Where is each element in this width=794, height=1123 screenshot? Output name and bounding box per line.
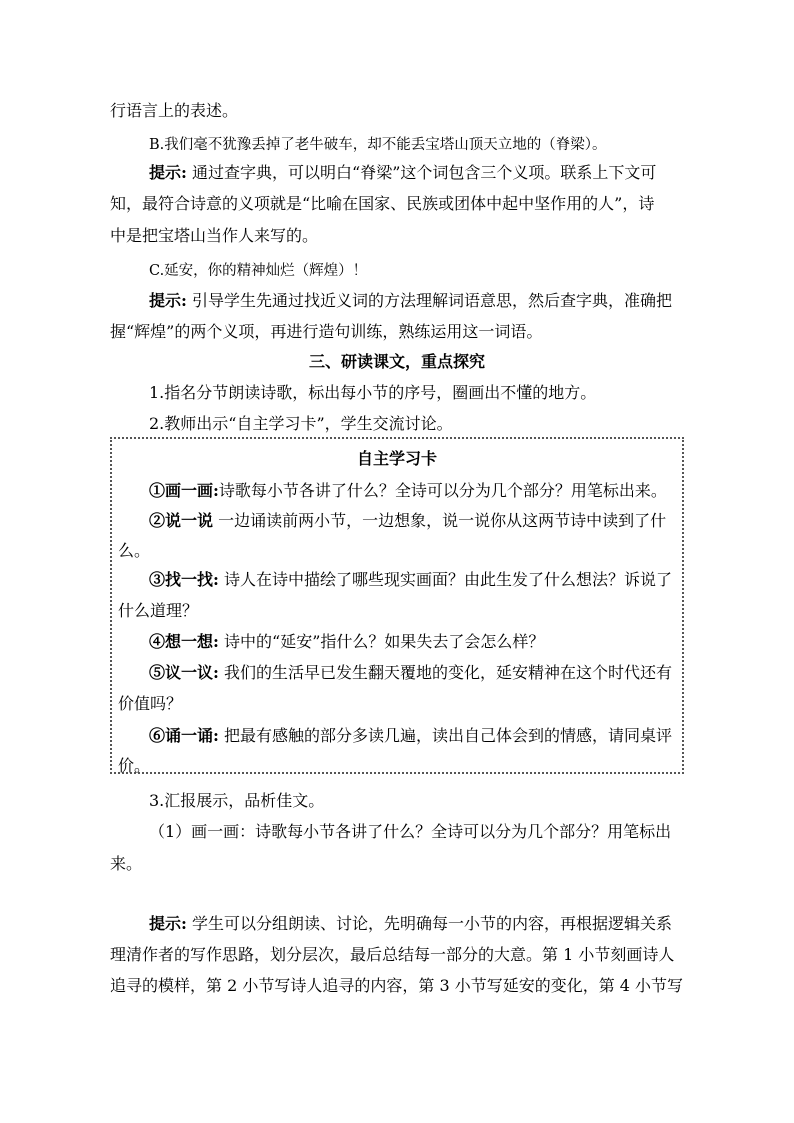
step-3: 3.汇报展示，品析佳文。 [149,791,325,810]
card-item-5 [149,663,672,683]
card-item-label: ⑥诵一诵: [149,726,219,745]
hint-label: 提示: [149,163,187,182]
card-item-1 [149,481,667,501]
hint-text-line: 中是把宝塔山当作人来写的。 [110,226,319,245]
card-item-text: 诗中的“延安”指什么？如果失去了会怎么样？ [224,632,545,651]
card-item-text: 一边诵读前两小节，一边想象，说一说你从这两节诗中读到了什 [218,511,667,530]
card-item-text: 我们的生活早已发生翻天覆地的变化，延安精神在这个时代还有 [224,663,673,682]
hint-paragraph-2 [149,291,672,311]
card-item-text: 把最有感触的部分多读几遍，读出自己体会到的情感，请同桌评 [224,726,673,745]
card-item-text-line: 么。 [118,541,151,560]
hint-paragraph-1 [149,163,656,183]
card-item-text-line: 价。 [118,756,151,775]
step-1: 1.指名分节朗读诗歌，标出每小节的序号，圈画出不懂的地方。 [149,383,597,402]
card-item-label: ②说一说 [149,511,214,530]
card-item-text-line: 什么道理？ [118,601,199,620]
hint-text-line: 理清作者的写作思路，划分层次，最后总结每一部分的大意。第 1 小节刻画诗人 [110,945,675,964]
card-title: 自主学习卡 [356,449,437,468]
card-item-text-line: 价值吗？ [118,694,183,713]
card-item-label: ①画一画: [149,481,219,500]
step-2: 2.教师出示“自主学习卡”，学生交流讨论。 [149,414,453,433]
sub-step-1: （1）画一画：诗歌每小节各讲了什么？全诗可以分为几个部分？用笔标出 [149,822,672,841]
card-item-label: ⑤议一议: [149,663,219,682]
section-heading: 三、研读课文，重点探究 [308,352,485,371]
paragraph-line: 行语言上的表述。 [110,101,239,120]
card-item-2 [149,511,666,531]
card-item-label: ③找一找: [149,570,219,589]
hint-text: 引导学生先通过找近义词的方法理解词语意思，然后查字典，准确把 [192,291,673,310]
hint-text-line: 追寻的模样，第 2 小节写诗人追寻的内容，第 3 小节写延安的变化，第 4 小节写 [110,976,684,995]
card-item-6 [149,726,672,746]
hint-text: 学生可以分组朗读、讨论，先明确每一小节的内容，再根据逻辑关系 [192,914,673,933]
hint-text-line: 握“辉煌”的两个义项，再进行造句训练，熟练运用这一词语。 [110,322,543,341]
card-item-text: 诗歌每小节各讲了什么？全诗可以分为几个部分？用笔标出来。 [218,481,667,500]
sub-step-1-line: 来。 [110,854,143,873]
card-item-4 [149,632,544,652]
hint-paragraph-3 [149,914,672,934]
card-item-text: 诗人在诗中描绘了哪些现实画面？由此生发了什么想法？诉说了 [224,570,673,589]
hint-text-line: 知，最符合诗意的义项就是“比喻在国家、民族或团体中起中坚作用的人”，诗 [110,194,655,213]
hint-text: 通过查字典，可以明白“脊梁”这个词包含三个义项。联系上下文可 [192,163,657,182]
hint-label: 提示: [149,291,187,310]
example-item-b: B.我们毫不犹豫丢掉了老牛破车，却不能丢宝塔山顶天立地的（脊梁）。 [149,137,607,153]
hint-label: 提示: [149,914,187,933]
example-item-c: C.延安，你的精神灿烂（辉煌）！ [149,263,368,279]
card-item-label: ④想一想: [149,632,219,651]
card-item-3 [149,570,672,590]
